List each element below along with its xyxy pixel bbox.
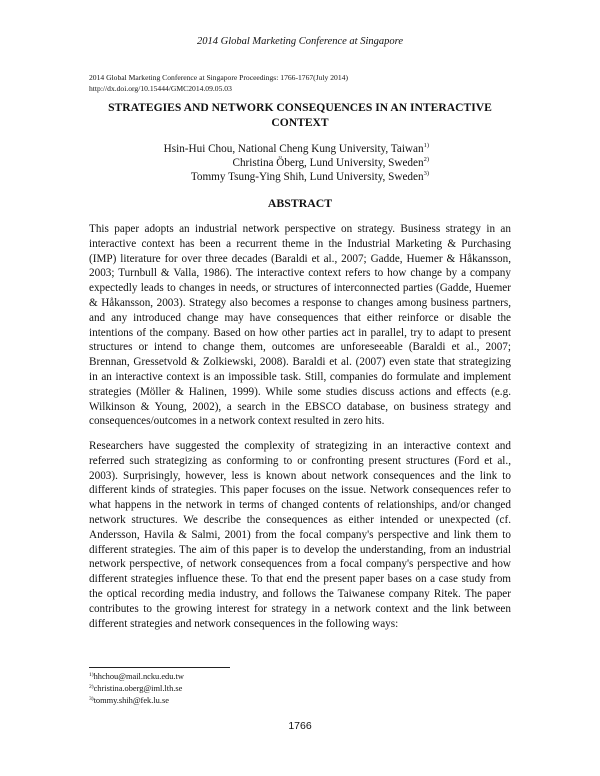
- abstract-paragraph-1: This paper adopts an industrial network perspective on strategy. Business strategy in an interactive context has been a recurrent theme in the Industrial Marketing & Purchasing (IMP) literature for over three decades (Baraldi et al., 2007; Gadde, Huemer & Håkansson, 2003; Turnbull & Valla, 1986). The interactive context refers to how change by a company expectedly leads to changes in needs, or structures of interconnected parties (Gadde, Huemer & Håkansson, 2003). Strategy also becomes a response to changes among business partners, and any introduced change may have consequences that either reinforce or disable the intentions of the company. Based on how other parties act in parallel, try to adapt to present structures or intend to change them, outcomes are unforeseeable (Baraldi et al., 2007; Brennan, Gressetvold & Zolkiewski, 2008). Baraldi et al. (2007) even state that strategizing in an interactive context is an impossible task. Still, companies do formulate and implement strategies (Möller & Halinen, 1999). While some studies discuss actions and effects (e.g. Wilkinson & Young, 2002), a search in the EBSCO database, on business strategy and consequences/outcomes in a network context resulted in zero hits.: [89, 223, 511, 428]
- author-3: [191, 170, 429, 183]
- author-2-mark: 2): [423, 156, 429, 163]
- author-2-name: Christina Öberg, Lund University, Sweden: [232, 157, 424, 169]
- footnote-1-mark: 1): [89, 672, 94, 678]
- footnote-3-email: tommy.shih@fek.lu.se: [93, 696, 169, 705]
- footnote-1: [89, 672, 184, 681]
- abstract-paragraph-2: Researchers have suggested the complexity of strategizing in an interactive context and referred such strategizing as conforming to or confronting present structures (Ford et al., 2003). Surprisingly, however, less is known about network consequences and the link to different kinds of strategies. This paper focuses on the issue. Network consequences refer to what happens in the network in terms of changed contents of relationships, and/or changed network structures. We describe the consequences as either intended or unexpected (cf. Andersson, Havila & Salmi, 2001) from the focal company's perspective and link them to different strategies. The aim of this paper is to develop the understanding, from an industrial network perspective, of network consequences from a focal company's perspective and how different strategies influence these. To that end the present paper bases on a case study from the optical recording media industry, and follows the Taiwanese company Ritek. The paper contributes to the growing interest for strategy in a network context and the link between different strategies and network consequences in the following ways:: [89, 440, 511, 630]
- author-2: [232, 156, 429, 169]
- author-1-name: Hsin-Hui Chou, National Cheng Kung University, Taiwan: [163, 143, 424, 155]
- author-1: [164, 142, 429, 155]
- author-3-mark: 3): [423, 170, 429, 177]
- title-line-2: CONTEXT: [271, 116, 329, 129]
- page-number: 1766: [288, 720, 312, 732]
- proceedings-citation: 2014 Global Marketing Conference at Singapore Proceedings: 1766-1767(July 2014): [89, 73, 348, 82]
- running-header: 2014 Global Marketing Conference at Singapore: [197, 36, 403, 47]
- footnote-1-email: hhchou@mail.ncku.edu.tw: [93, 672, 184, 681]
- doi-link[interactable]: http://dx.doi.org/10.15444/GMC2014.09.05.03: [89, 84, 232, 93]
- footnote-separator: [89, 667, 230, 668]
- footnote-3: [89, 696, 169, 705]
- abstract-heading: ABSTRACT: [267, 196, 333, 210]
- footnote-2: [89, 684, 182, 693]
- footnote-3-mark: 3): [89, 696, 94, 702]
- footnote-2-mark: 2): [89, 684, 94, 690]
- author-3-name: Tommy Tsung-Ying Shih, Lund University, Sweden: [190, 171, 424, 183]
- paper-title: [80, 100, 520, 130]
- author-1-mark: 1): [423, 142, 429, 149]
- title-line-1: STRATEGIES AND NETWORK CONSEQUENCES IN AN INTERACTIVE: [108, 101, 492, 114]
- footnote-2-email: christina.oberg@iml.lth.se: [93, 684, 183, 693]
